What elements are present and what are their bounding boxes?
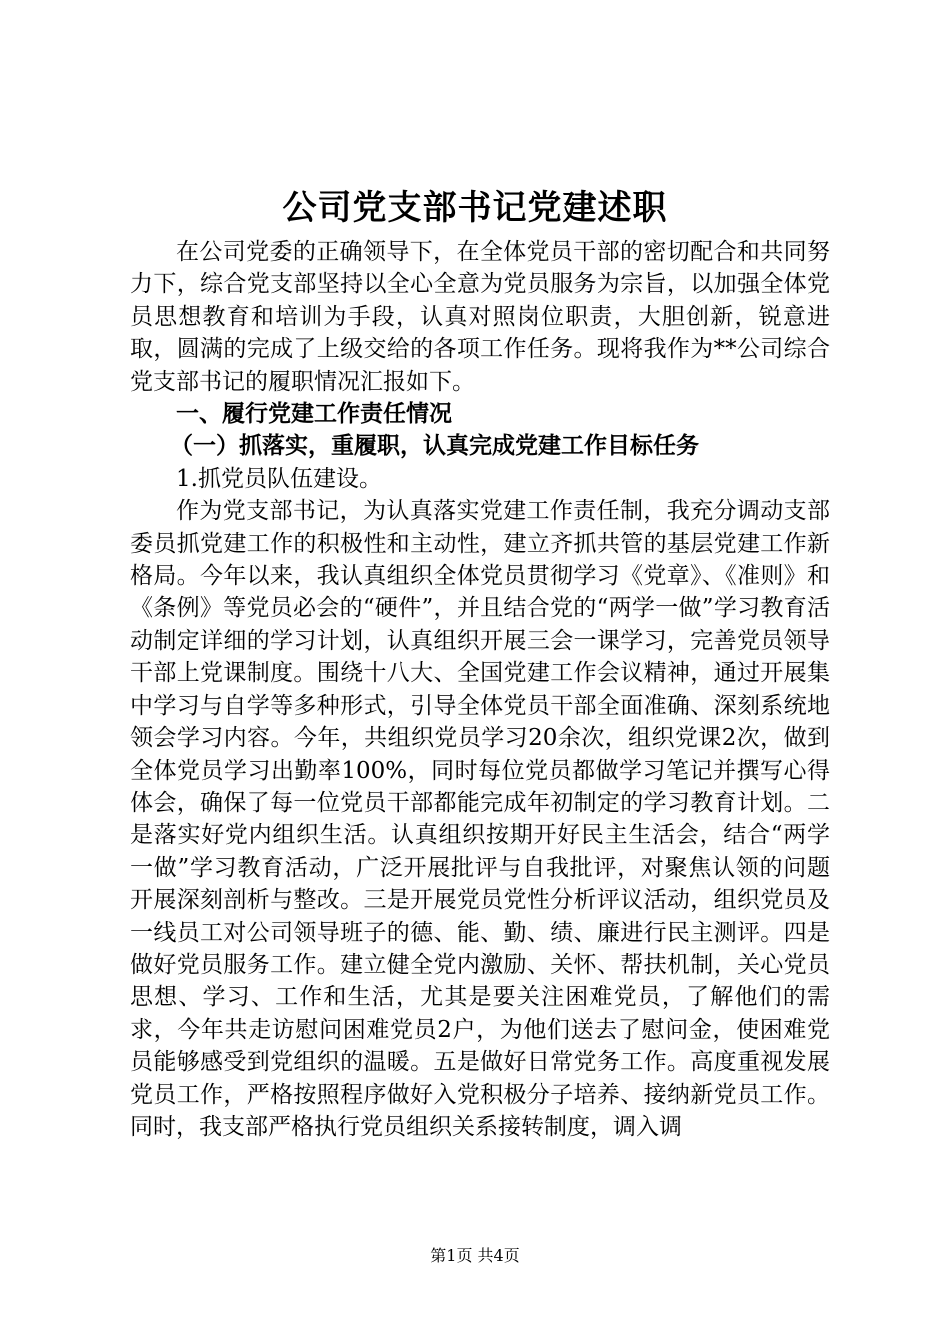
section-heading: 一、履行党建工作责任情况 xyxy=(176,400,452,428)
document-body xyxy=(130,236,830,1143)
document-title: 公司党支部书记党建述职 xyxy=(282,188,668,228)
item-heading: 1.抓党员队伍建设。 xyxy=(176,465,382,492)
page-number: 第1页 共4页 xyxy=(430,1246,520,1265)
intro-paragraph: 在公司党委的正确领导下，在全体党员干部的密切配合和共同努力下，综合党支部坚持以全心全意为党员服务为宗旨，以加强全体党员思想教育和培训为手段，认真对照岗位职责，大胆创新，锐意进取，圆满的完成了上级交给的各项工作任务。现将我作为**公司综合党支部书记的履职情况汇报如下。 xyxy=(130,239,830,395)
subsection-heading: （一）抓落实，重履职，认真完成党建工作目标任务 xyxy=(170,432,699,460)
body-paragraph: 作为党支部书记，为认真落实党建工作责任制，我充分调动支部委员抓党建工作的积极性和主动性，建立齐抓共管的基层党建工作新格局。今年以来，我认真组织全体党员贯彻学习《党章》、《准则》和《条例》等党员必会的“硬件”，并且结合党的“两学一做”学习教育活动制定详细的学习计划，认真组织开展三会一课学习，完善党员领导干部上党课制度。围绕十八大、全国党建工作会议精神，通过开展集中学习与自学等多种形式，引导全体党员干部全面准确、深刻系统地领会学习内容。今年，共组织党员学习20余次，组织党课2次，做到全体党员学习出勤率100%，同时每位党员都做学习笔记并撰写心得体会，确保了每一位党员干部都能完成年初制定的学习教育计划。二是落实好党内组织生活。认真组织按期开好民主生活会，结合“两学一做”学习教育活动，广泛开展批评与自我批评，对聚焦认领的问题开展深刻剖析与整改。三是开展党员党性分析评议活动，组织党员及一线员工对公司领导班子的德、能、勤、绩、廉进行民主测评。四是做好党员服务工作。建立健全党内激励、关怀、帮扶机制，关心党员思想、学习、工作和生活，尤其是要关注困难党员，了解他们的需求，今年共走访慰问困难党员2户，为他们送去了慰问金，使困难党员能够感受到党组织的温暖。五是做好日常党务工作。高度重视发展党员工作，严格按照程序做好入党积极分子培养、接纳新党员工作。同时，我支部严格执行党员组织关系接转制度，调入调 xyxy=(130,498,830,1140)
